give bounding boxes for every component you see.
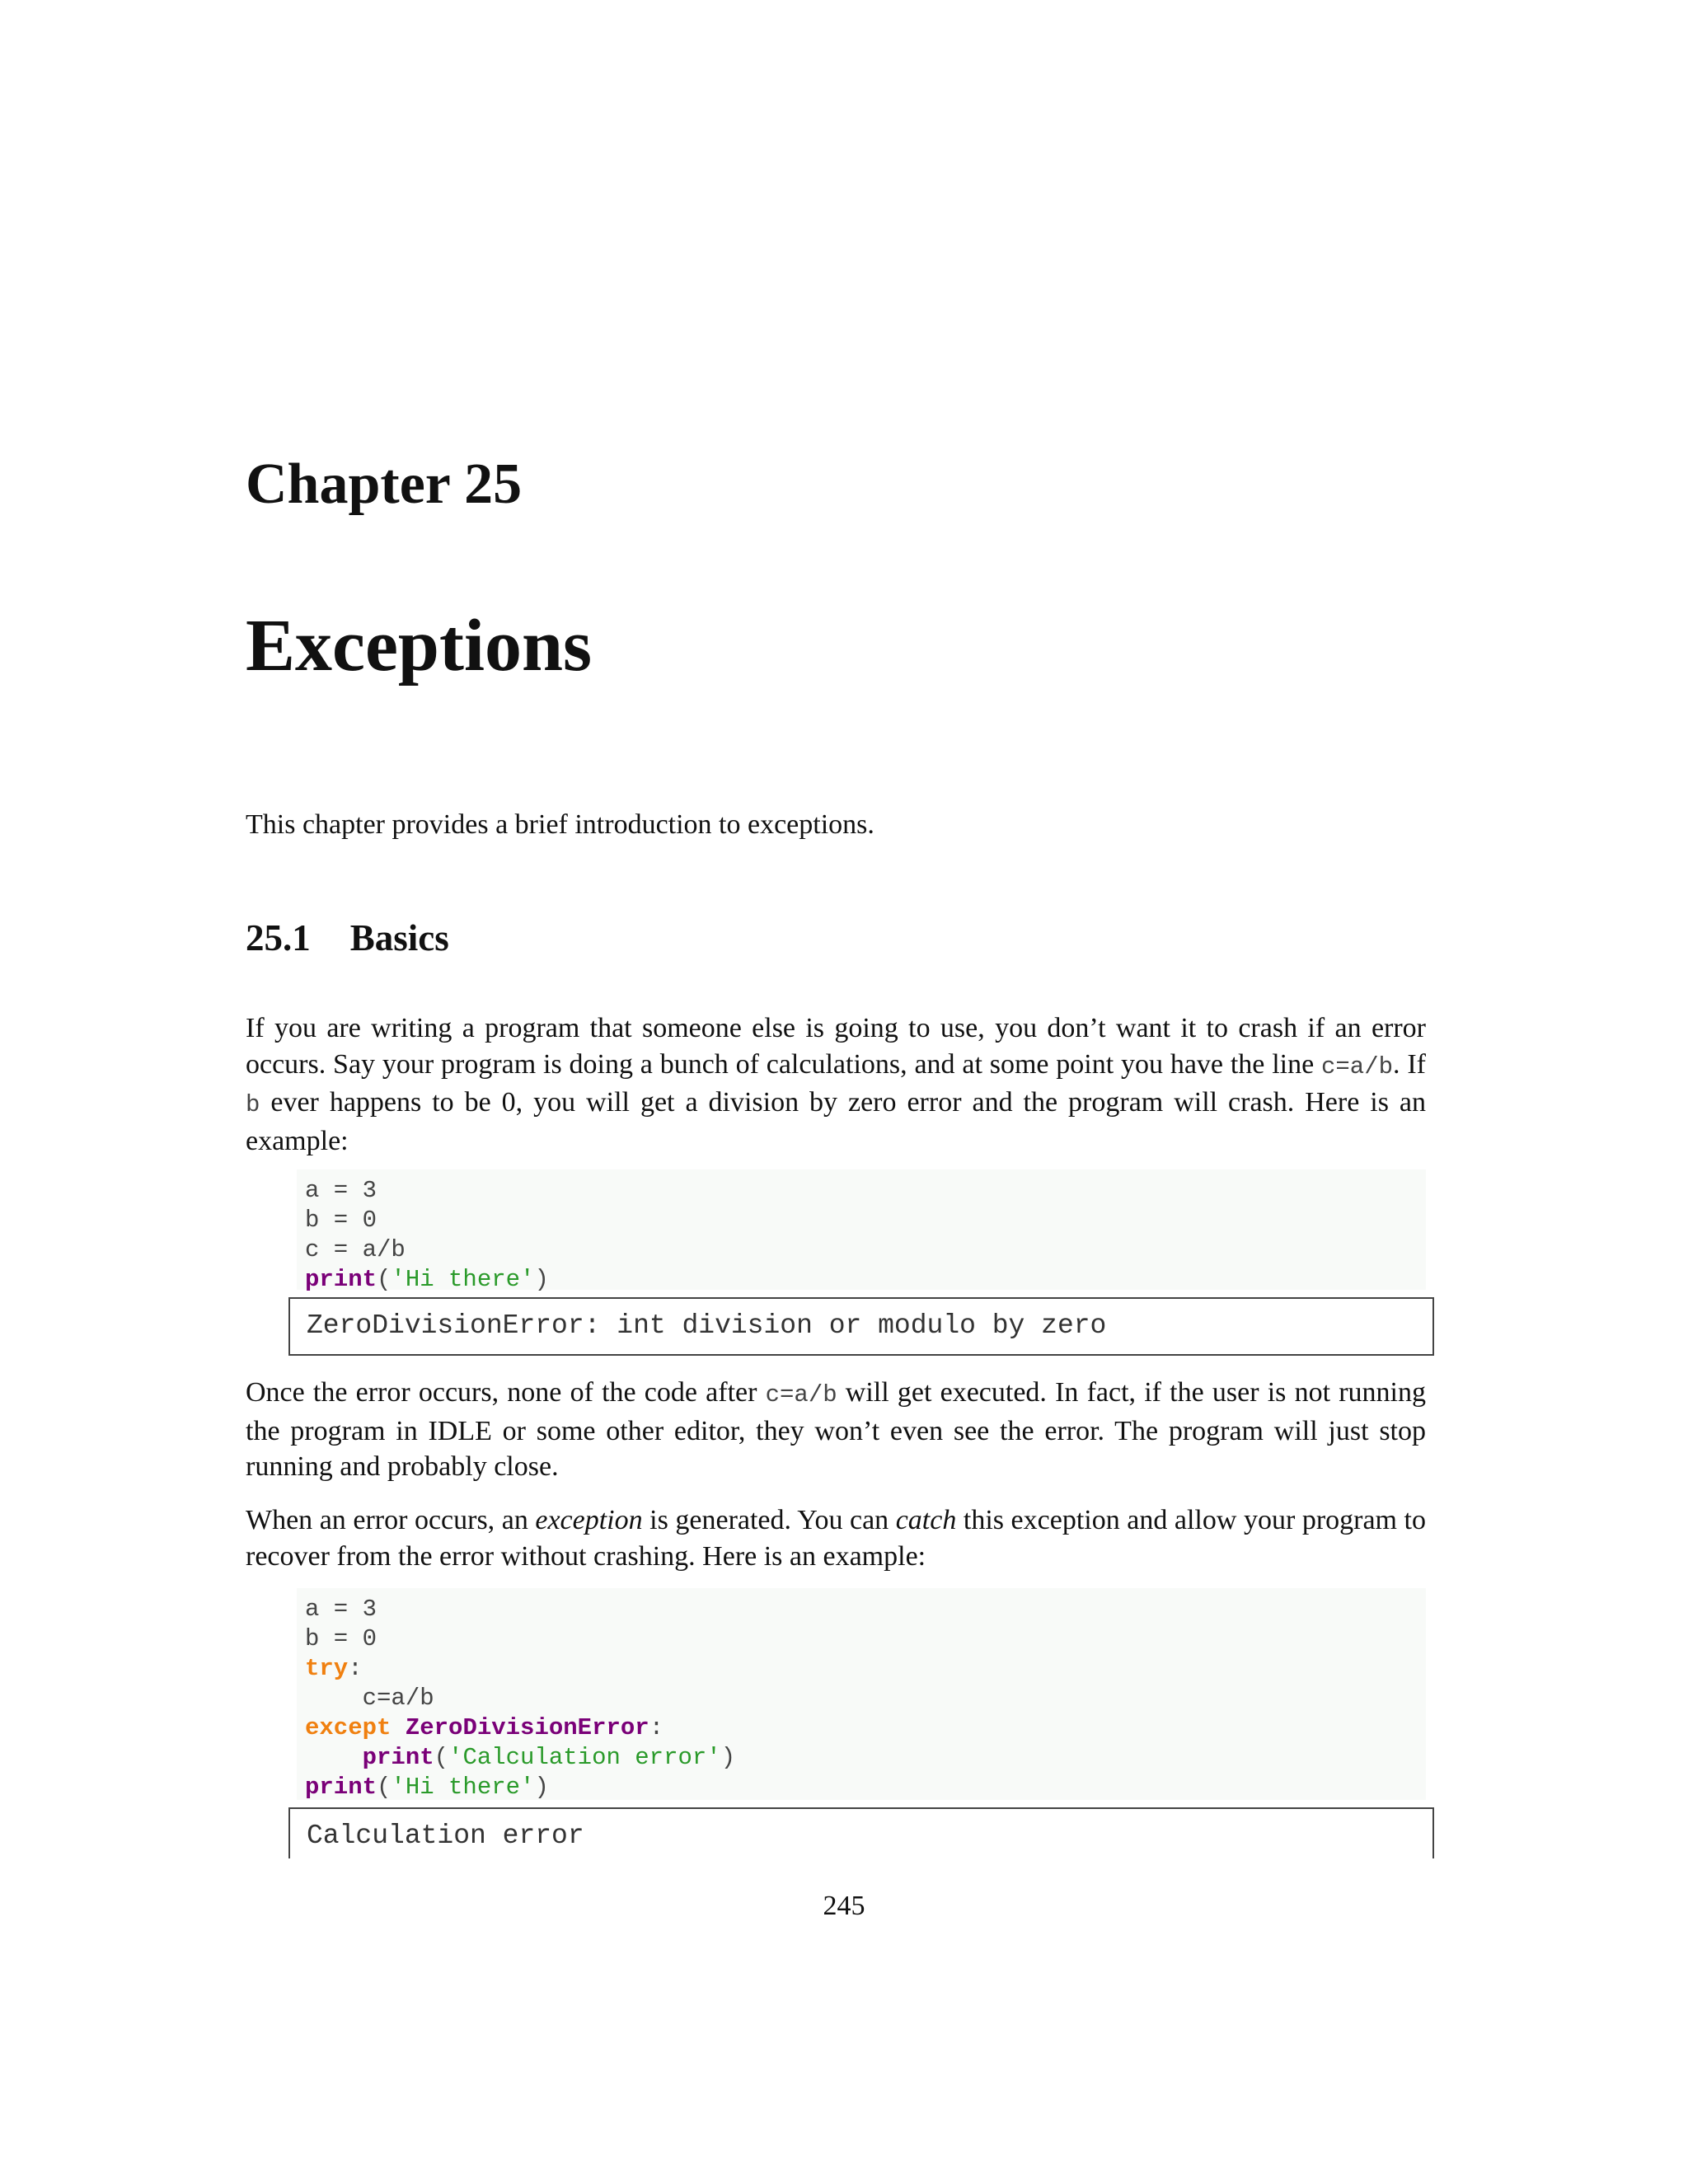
page-number: 245 <box>823 1891 865 1921</box>
keyword: print <box>362 1744 434 1771</box>
code-line: c=a/b <box>305 1685 434 1712</box>
paren: ) <box>534 1266 549 1293</box>
code-line: b = 0 <box>305 1625 377 1652</box>
paren: ( <box>377 1774 392 1801</box>
section-number: 25.1 <box>246 917 311 958</box>
section-title: Basics <box>349 917 449 958</box>
code-line <box>305 1654 1418 1684</box>
paragraph-3 <box>246 1502 1426 1574</box>
inline-code: c=a/b <box>765 1381 837 1408</box>
inline-code: b <box>246 1091 260 1119</box>
text: . If <box>1393 1048 1426 1080</box>
code-line <box>305 1743 1418 1773</box>
exception-name: ZeroDivisionError <box>405 1714 649 1741</box>
paragraph-1 <box>246 1010 1426 1159</box>
text: If you are writing a program that someone else is going to use, you don’t want it to crash if an error occurs. Say your program is doing a bunch of calculations, and at some point you have the line <box>246 1013 1426 1080</box>
code-line: b = 0 <box>305 1207 377 1234</box>
code-line <box>305 1713 1418 1743</box>
section-heading <box>246 916 449 959</box>
text: this exception and allow your program to recover from the error without crashing. Here is an example: <box>246 1505 1426 1572</box>
paren: ) <box>534 1774 549 1801</box>
chapter-title: Exceptions <box>246 605 593 687</box>
text: is generated. You can <box>642 1505 896 1535</box>
text: When an error occurs, an <box>246 1505 536 1535</box>
punct: : <box>649 1714 664 1741</box>
text: Once the error occurs, none of the code after <box>246 1377 766 1408</box>
output-box-2: Calculation error <box>288 1807 1434 1858</box>
inline-code: c=a/b <box>1321 1052 1394 1080</box>
code-line <box>305 1265 1418 1295</box>
keyword: print <box>305 1774 377 1801</box>
intro-text: This chapter provides a brief introduction to exceptions. <box>246 809 874 840</box>
text: will get executed. In fact, if the user is not running the program in IDLE or some other editor, they won’t even see the error. The program will just stop running and probably close. <box>246 1377 1426 1483</box>
string: 'Calculation error' <box>448 1744 721 1771</box>
paragraph-2 <box>246 1375 1426 1485</box>
keyword: print <box>305 1266 377 1293</box>
emphasis: exception <box>535 1505 643 1535</box>
punct: : <box>348 1655 363 1682</box>
chapter-label: Chapter 25 <box>246 452 523 516</box>
paren: ) <box>720 1744 736 1771</box>
paren: ( <box>377 1266 392 1293</box>
code-line: c = a/b <box>305 1236 406 1263</box>
keyword: try <box>305 1655 349 1682</box>
code-line <box>305 1773 1418 1802</box>
emphasis: catch <box>895 1505 957 1535</box>
output-box-1: ZeroDivisionError: int division or modulo by zero <box>288 1297 1434 1356</box>
indent <box>305 1744 363 1771</box>
code-line: a = 3 <box>305 1596 377 1623</box>
paren: ( <box>434 1744 449 1771</box>
code-block-2 <box>297 1588 1426 1800</box>
text: ever happens to be 0, you will get a division by zero error and the program will crash. Here is an example: <box>246 1087 1426 1156</box>
code-block-1 <box>297 1169 1426 1293</box>
keyword: except <box>305 1714 392 1741</box>
string: 'Hi there' <box>391 1774 535 1801</box>
string: 'Hi there' <box>391 1266 535 1293</box>
code-line: a = 3 <box>305 1177 377 1204</box>
